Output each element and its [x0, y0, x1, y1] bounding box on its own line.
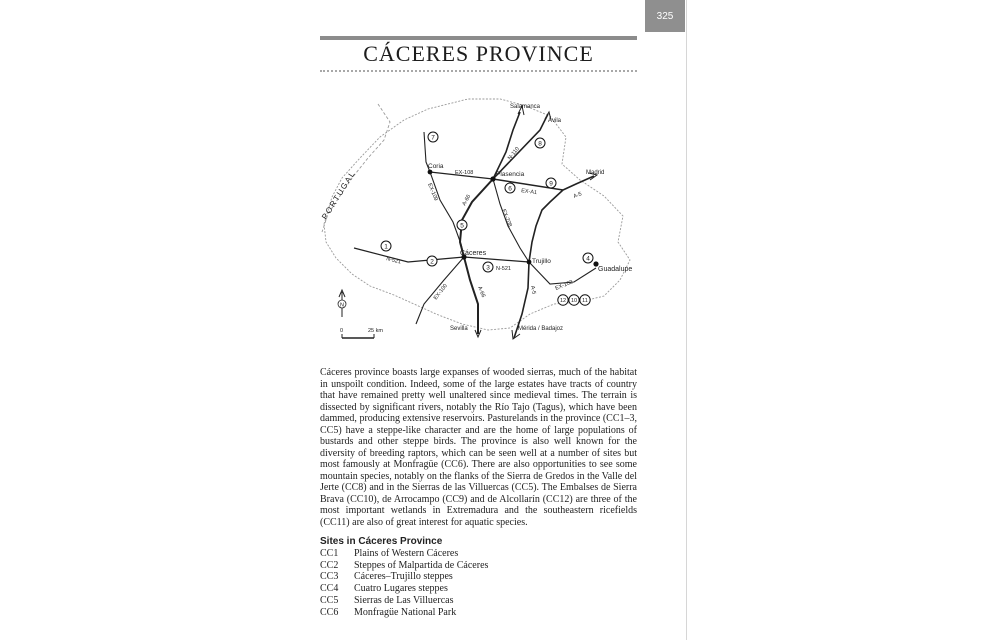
label-caceres: Cáceres — [460, 250, 487, 257]
svg-text:5: 5 — [460, 222, 464, 230]
site-name: Monfragüe National Park — [354, 606, 457, 618]
site-marker-6[interactable] — [505, 183, 515, 193]
svg-text:8: 8 — [538, 140, 542, 148]
town-dot-trujillo — [527, 260, 532, 265]
road-label-ex109: EX-109 — [426, 182, 439, 202]
site-item[interactable] — [320, 583, 637, 595]
road-a5-east — [529, 190, 563, 262]
sites-heading: Sites in Cáceres Province — [320, 536, 443, 547]
town-dot-coria — [428, 170, 433, 175]
scale-start-label: 0 — [340, 328, 344, 334]
svg-text:N: N — [340, 302, 344, 309]
north-arrow — [338, 290, 346, 317]
site-item[interactable] — [320, 595, 637, 607]
road-n521-west — [354, 248, 464, 262]
province-map — [318, 92, 638, 347]
site-marker-2[interactable] — [427, 256, 437, 266]
road-label-n521-east: N-521 — [496, 266, 511, 272]
site-code: CC6 — [320, 606, 339, 618]
site-item[interactable] — [320, 560, 637, 572]
label-merida: Mérida / Badajoz — [518, 326, 564, 332]
page-edge — [686, 0, 687, 640]
label-madrid: Madrid — [586, 170, 605, 176]
label-portugal: PORTUGAL — [320, 168, 358, 222]
site-marker-4[interactable] — [583, 253, 593, 263]
road-label-ex208: EX-208 — [500, 208, 513, 228]
site-item[interactable] — [320, 607, 637, 619]
page-number-tab: 325 — [645, 0, 685, 32]
svg-text:7: 7 — [431, 134, 435, 142]
svg-text:4: 4 — [586, 255, 590, 263]
description-paragraph: Cáceres province boasts large expanses of wooded sierras, much of the habitat in unspoilt condition. Indeed, some of the large estates have tracts of country that have remained pretty well unaltered since medieval times. The terrain is dissected by significant rivers, notably the Río Tajo (Tagus), which have been dammed, producing extensive reservoirs. Pasturelands in the province (CC1–3, CC5) have a steppe-like character and are the home of large populations of bustards and other steppe birds. The province is also well known for the diversity of breeding raptors, which can be seen well at a number of sites but most famously at Monfragüe (CC6). There are also opportunities to see some mountain species, notably on the flanks of the Sierra de Gredos in the Valle del Jerte (CC8) and in the Sierras de las Villuercas (CC5). The Embalses de Sierra Brava (CC10), de Arrocampo (CC9) and de Alcollarín (CC12) are three of the most important wetlands in Extremadura and the southeastern ricefields (CC11) are also of great interest for aquatic species. — [320, 367, 637, 528]
site-name: Steppes of Malpartida de Cáceres — [354, 559, 489, 571]
site-name: Cáceres–Trujillo steppes — [354, 571, 453, 583]
site-marker-12[interactable] — [558, 295, 568, 305]
site-name: Cuatro Lugares steppes — [354, 583, 448, 595]
site-item[interactable] — [320, 548, 637, 560]
label-coria: Coria — [428, 163, 444, 170]
site-marker-9[interactable] — [546, 178, 556, 188]
site-marker-7[interactable] — [428, 132, 438, 142]
site-marker-5[interactable] — [457, 220, 467, 230]
road-salamanca — [493, 112, 520, 179]
road-label-a5-east: A-5 — [572, 191, 583, 200]
label-trujillo: Trujillo — [532, 258, 551, 265]
road-label-a66-north: A-66 — [461, 193, 473, 207]
label-salamanca: Salamanca — [510, 104, 541, 110]
site-item[interactable] — [320, 571, 637, 583]
site-marker-8[interactable] — [535, 138, 545, 148]
label-plasencia: Plasencia — [496, 171, 525, 178]
svg-text:3: 3 — [486, 264, 490, 272]
road-label-n521-west: N-521 — [385, 256, 402, 266]
road-label-exa1: EX-A1 — [520, 188, 538, 197]
site-marker-10[interactable] — [569, 295, 579, 305]
site-marker-11[interactable] — [580, 295, 590, 305]
svg-text:6: 6 — [508, 185, 512, 193]
road-label-ex102: EX-102 — [554, 279, 574, 292]
sites-list — [320, 548, 637, 618]
svg-text:12: 12 — [559, 298, 567, 305]
road-label-a5-south: A-5 — [529, 285, 537, 295]
title-rule — [320, 36, 637, 40]
road-ex102 — [529, 262, 596, 284]
label-avila: Ávila — [548, 118, 562, 124]
scale-bar — [340, 328, 383, 338]
site-code: CC1 — [320, 548, 339, 559]
road-label-a66-south: A-66 — [476, 285, 487, 299]
site-code: CC4 — [320, 583, 339, 595]
site-code: CC3 — [320, 571, 339, 583]
site-code: CC5 — [320, 594, 339, 606]
road-label-n110: N-110 — [506, 146, 521, 162]
svg-text:11: 11 — [582, 298, 588, 305]
town-dot-plasencia — [490, 176, 495, 181]
site-marker-1[interactable] — [381, 241, 391, 251]
road-label-ex108: EX-108 — [455, 170, 474, 176]
page-title: CÁCERES PROVINCE — [363, 41, 594, 66]
dotted-rule — [320, 70, 637, 72]
svg-text:2: 2 — [430, 258, 434, 266]
site-marker-3[interactable] — [483, 262, 493, 272]
scale-end-label: 25 km — [368, 328, 383, 334]
site-name: Plains of Western Cáceres — [354, 548, 459, 559]
road-n521-east — [464, 257, 529, 262]
road-a5-madrid — [563, 176, 594, 190]
site-code: CC2 — [320, 559, 339, 571]
svg-text:1: 1 — [384, 243, 388, 251]
label-guadalupe: Guadalupe — [598, 266, 633, 273]
road-ex109 — [424, 132, 464, 257]
label-sevilla: Sevilla — [450, 326, 468, 332]
site-name: Sierras de Las Villuercas — [354, 594, 454, 606]
road-label-ex100: EX-100 — [432, 283, 449, 302]
svg-text:10: 10 — [570, 298, 578, 305]
svg-text:9: 9 — [549, 180, 553, 188]
